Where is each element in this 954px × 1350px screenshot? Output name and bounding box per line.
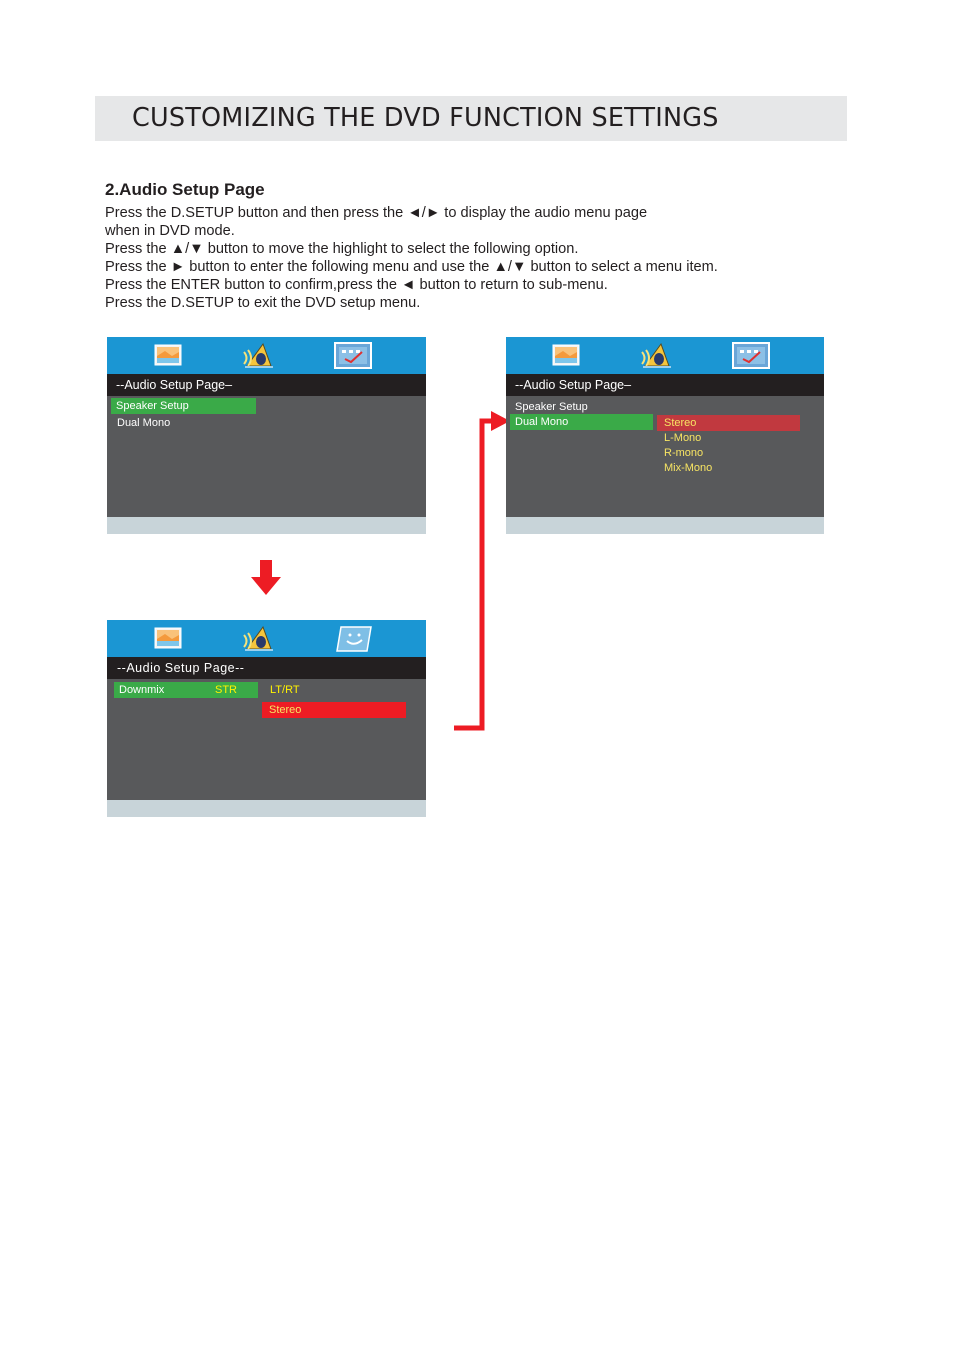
- instruction-line: Press the ▲/▼ button to move the highlight to select the following option.: [105, 241, 579, 257]
- menu-item-downmix[interactable]: [114, 682, 258, 698]
- picture-icon: [152, 623, 186, 654]
- option-mix-mono[interactable]: Mix-Mono: [664, 462, 713, 474]
- speaker-icon: [241, 623, 275, 654]
- option-stereo[interactable]: Stereo: [262, 702, 406, 718]
- arrow-elbow-icon: [450, 408, 514, 732]
- menu-title: --Audio Setup Page--: [107, 657, 426, 679]
- preferences-icon: [331, 340, 375, 371]
- page-title: CUSTOMIZING THE DVD FUNCTION SETTINGS: [132, 103, 719, 133]
- arrow-down-icon: [251, 560, 281, 596]
- menu-topbar: [107, 620, 426, 657]
- menu-title: --Audio Setup Page–: [107, 374, 426, 396]
- instruction-line: Press the ENTER button to confirm,press the ◄ button to return to sub-menu.: [105, 277, 608, 293]
- header-banner: [95, 96, 847, 141]
- menu-topbar: [107, 337, 426, 374]
- preferences-icon: [729, 340, 773, 371]
- audio-setup-screen-main: [107, 337, 426, 534]
- option-r-mono[interactable]: R-mono: [664, 447, 704, 459]
- picture-icon: [152, 340, 186, 371]
- speaker-icon: [241, 340, 275, 371]
- menu-item-speaker-setup[interactable]: Speaker Setup: [515, 401, 588, 413]
- menu-item-dual-mono[interactable]: Dual Mono: [117, 417, 171, 429]
- option-lt-rt[interactable]: LT/RT: [270, 684, 300, 696]
- option-l-mono[interactable]: L-Mono: [664, 432, 702, 444]
- menu-item-value: STR: [215, 684, 237, 696]
- instruction-line: Press the D.SETUP button and then press the ◄/► to display the audio menu page: [105, 205, 648, 221]
- menu-bottombar: [107, 800, 426, 817]
- speaker-icon: [639, 340, 673, 371]
- menu-bottombar: [506, 517, 824, 534]
- menu-item-label: Downmix: [119, 684, 165, 696]
- audio-setup-screen-downmix: [107, 620, 426, 817]
- option-stereo[interactable]: Stereo: [657, 415, 800, 431]
- audio-setup-screen-dual-mono: [506, 337, 824, 534]
- instruction-line: Press the ► button to enter the following menu and use the ▲/▼ button to select a menu item.: [105, 259, 718, 275]
- instruction-line: when in DVD mode.: [105, 223, 235, 239]
- menu-item-speaker-setup[interactable]: Speaker Setup: [111, 398, 256, 414]
- menu-item-dual-mono[interactable]: Dual Mono: [510, 414, 653, 430]
- menu-bottombar: [107, 517, 426, 534]
- picture-icon: [550, 340, 584, 371]
- menu-title: --Audio Setup Page–: [506, 374, 824, 396]
- menu-topbar: [506, 337, 824, 374]
- section-title: 2.Audio Setup Page: [105, 180, 265, 199]
- smiley-icon: [335, 623, 375, 654]
- instruction-line: Press the D.SETUP to exit the DVD setup menu.: [105, 295, 421, 311]
